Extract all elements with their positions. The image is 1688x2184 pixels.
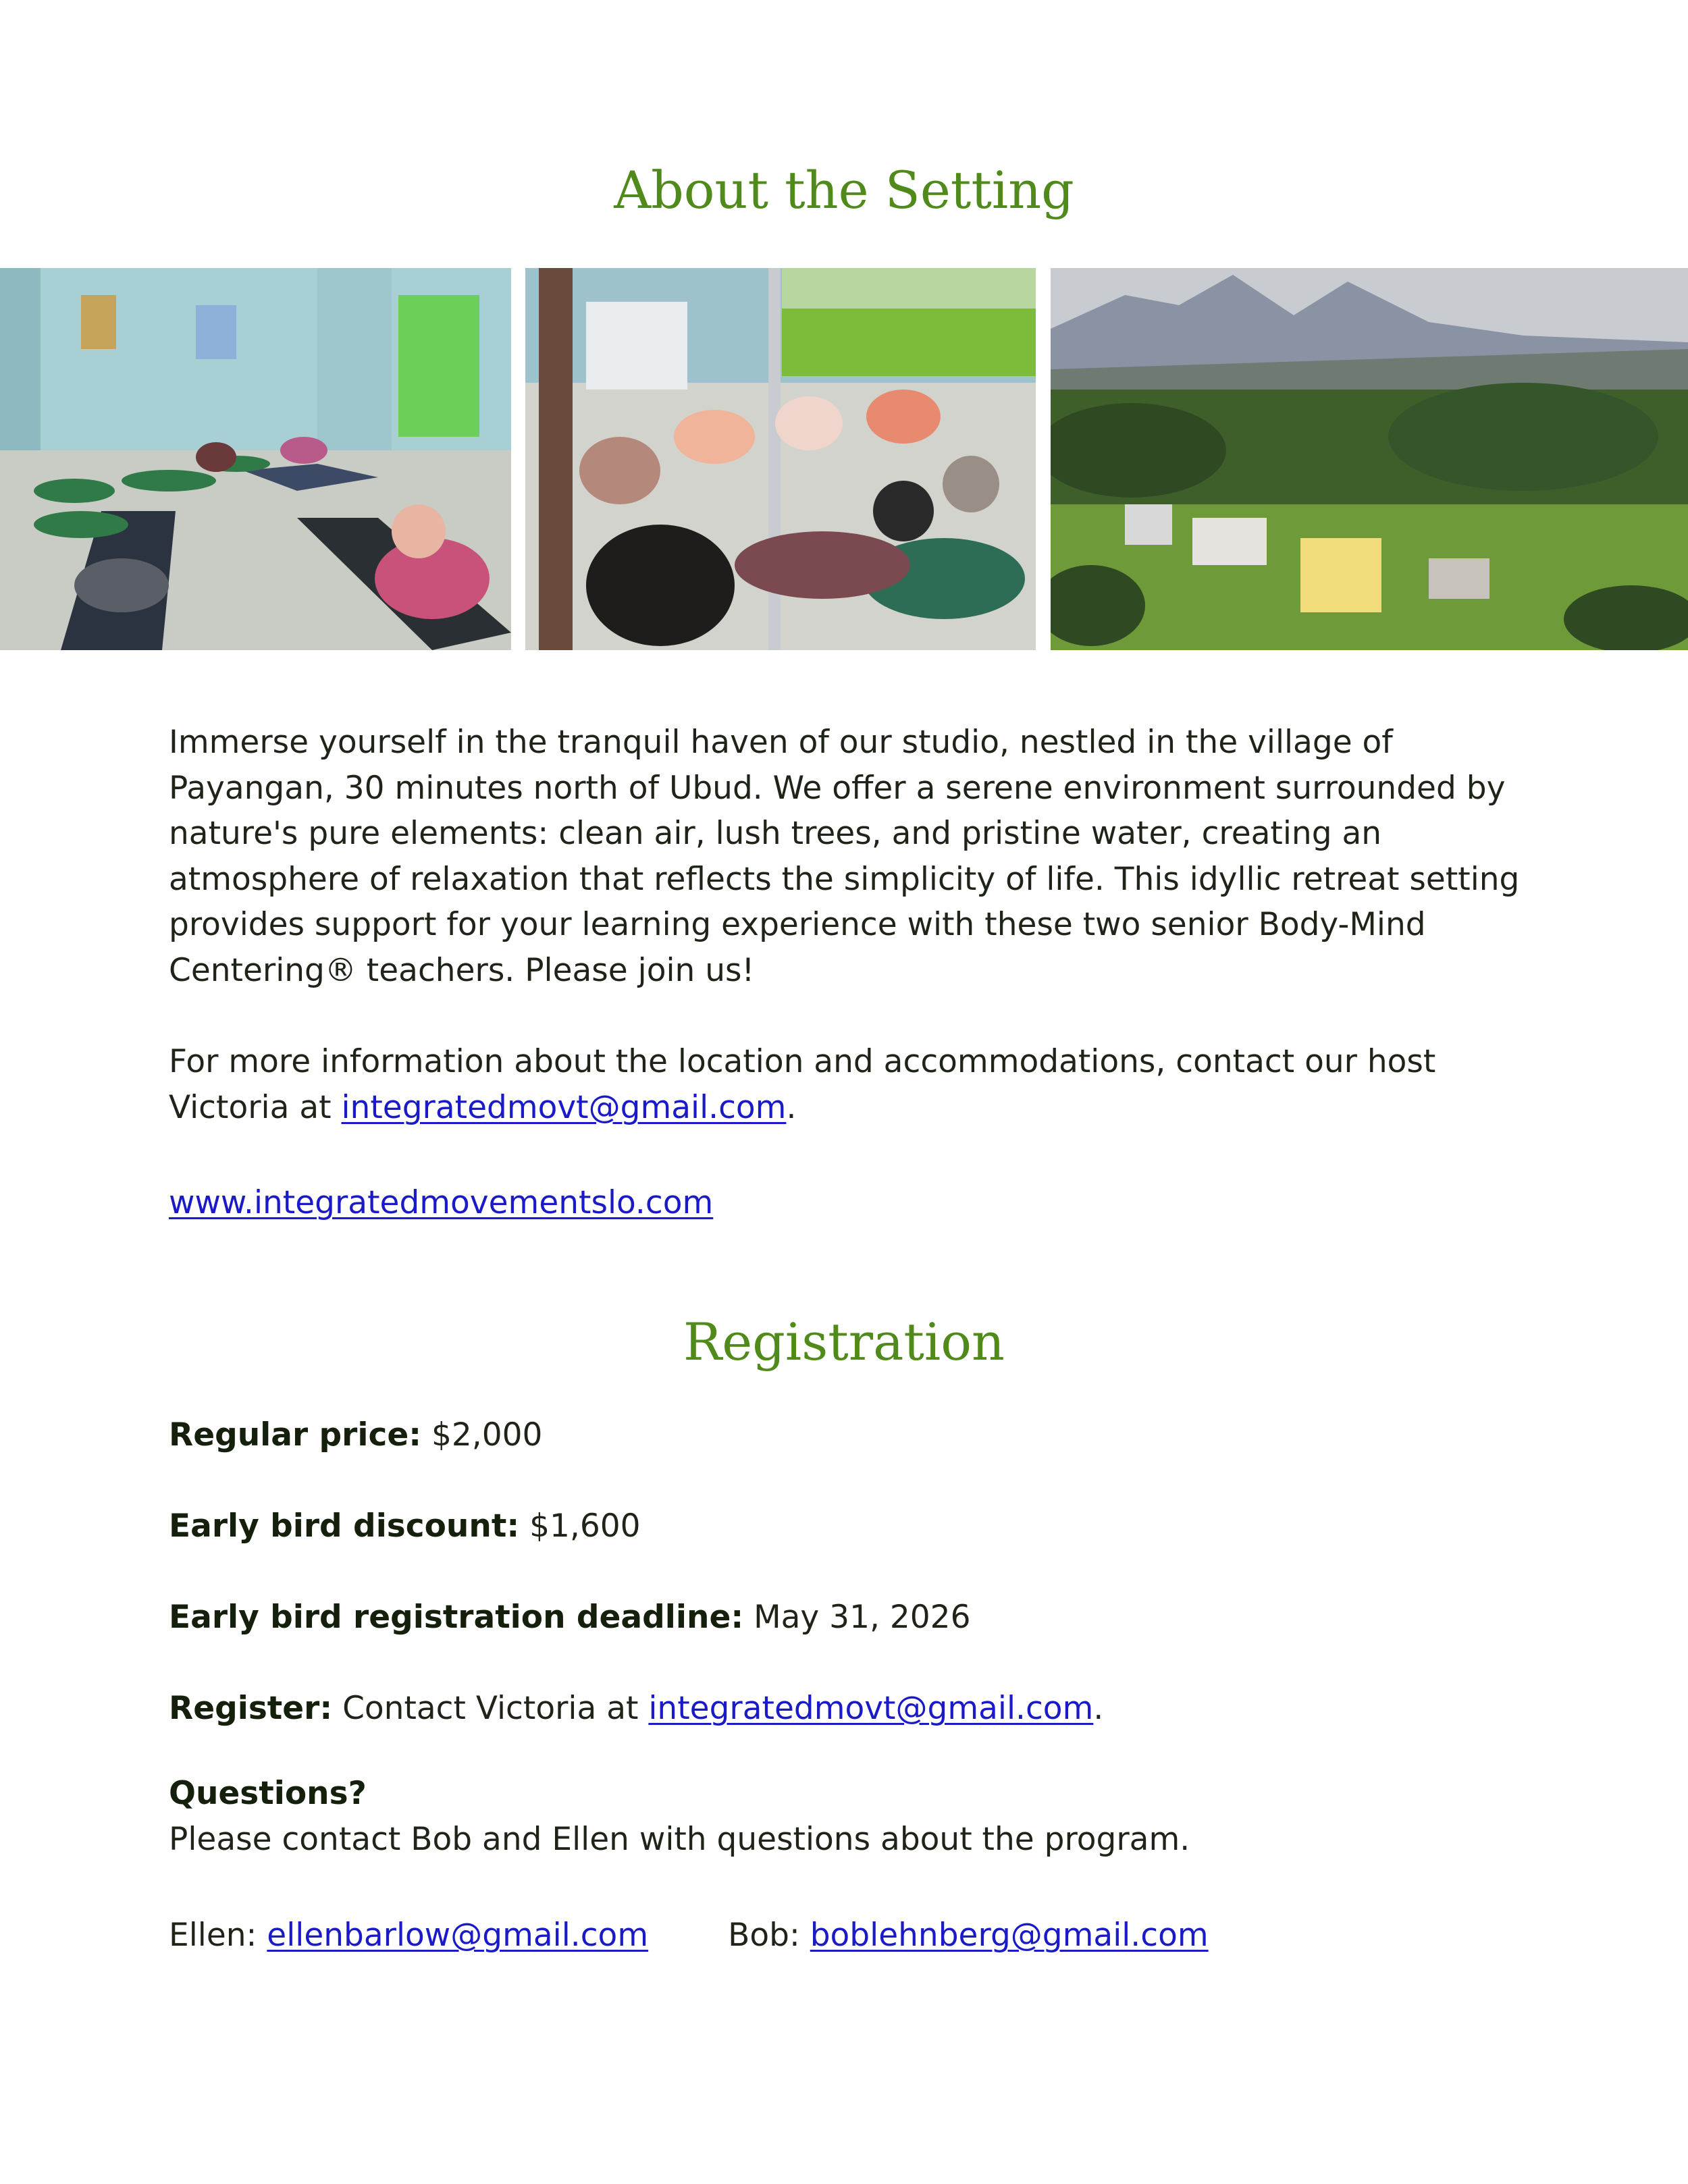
host-email-link[interactable]: integratedmovt@gmail.com bbox=[341, 1088, 787, 1126]
host-contact-text: For more information about the location and accommodations, contact our host Victoria at bbox=[169, 1043, 1436, 1126]
questions-block bbox=[169, 1771, 1526, 1862]
host-contact-paragraph bbox=[169, 1039, 1526, 1130]
questions-text: Please contact Bob and Ellen with questions about the program. bbox=[169, 1820, 1190, 1858]
early-bird-line bbox=[169, 1503, 1526, 1549]
questions-label: Questions? bbox=[169, 1775, 367, 1812]
landscape-photo bbox=[1051, 268, 1688, 650]
registration-heading: Registration bbox=[683, 1312, 1005, 1372]
ellen-email-link[interactable]: ellenbarlow@gmail.com bbox=[267, 1917, 649, 1954]
studio-class-illustration bbox=[0, 268, 511, 650]
register-label: Register: bbox=[169, 1690, 333, 1727]
setting-description: Immerse yourself in the tranquil haven of our studio, nestled in the village of Payangan, 30 minutes north of Ubud. We offer a serene environment surrounded by nature's pure elements: clean air, lush trees, and pristine water, creating an atmosphere of relaxation that reflects the simplicity of life. This idyllic retreat setting provides support for your learning experience with these two senior Body-Mind Centering® teachers. Please join us! bbox=[169, 724, 1520, 989]
website-link[interactable]: www.integratedmovementslo.com bbox=[169, 1184, 714, 1221]
bob-label: Bob: bbox=[728, 1917, 810, 1954]
teacher-contacts bbox=[169, 1913, 1526, 1959]
regular-price-line bbox=[169, 1412, 1526, 1458]
landscape-illustration bbox=[1051, 268, 1688, 650]
register-suffix: . bbox=[1093, 1690, 1104, 1727]
regular-price-label: Regular price: bbox=[169, 1416, 422, 1454]
website-line bbox=[169, 1180, 1526, 1226]
deadline-label: Early bird registration deadline: bbox=[169, 1599, 744, 1636]
deadline-line bbox=[169, 1595, 1526, 1641]
studio-circle-photo bbox=[525, 268, 1036, 650]
register-email-link[interactable]: integratedmovt@gmail.com bbox=[648, 1690, 1094, 1727]
register-line bbox=[169, 1686, 1526, 1732]
host-contact-suffix: . bbox=[786, 1088, 797, 1126]
studio-circle-illustration bbox=[525, 268, 1036, 650]
studio-class-photo bbox=[0, 268, 511, 650]
ellen-label: Ellen: bbox=[169, 1917, 267, 1954]
setting-heading: About the Setting bbox=[614, 160, 1074, 220]
regular-price-value: $2,000 bbox=[431, 1416, 543, 1454]
bob-email-link[interactable]: boblehnberg@gmail.com bbox=[810, 1917, 1209, 1954]
deadline-value: May 31, 2026 bbox=[754, 1599, 971, 1636]
register-text: Contact Victoria at bbox=[342, 1690, 649, 1727]
early-bird-value: $1,600 bbox=[529, 1508, 641, 1545]
early-bird-label: Early bird discount: bbox=[169, 1508, 520, 1545]
